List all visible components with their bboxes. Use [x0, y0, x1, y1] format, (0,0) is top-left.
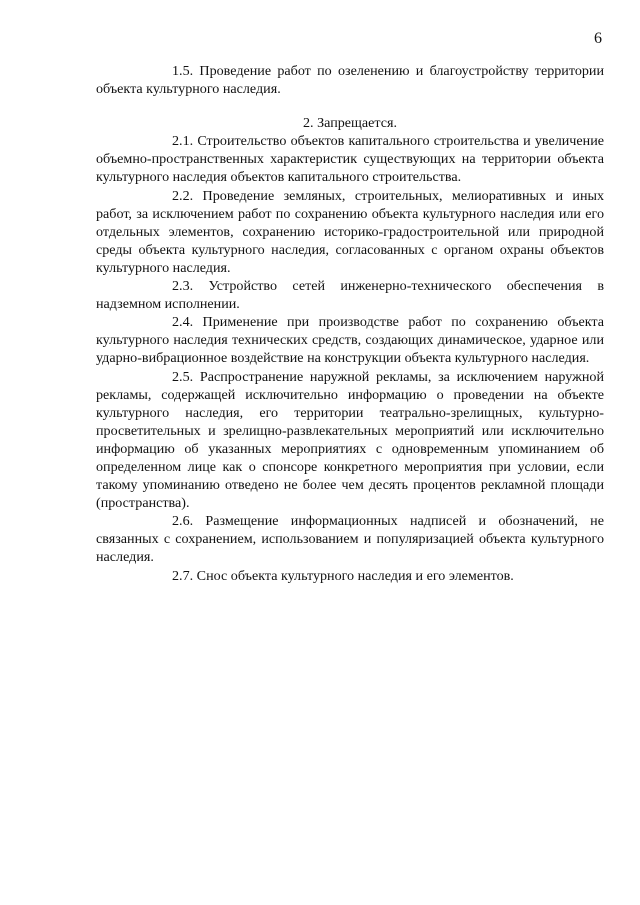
paragraph-number: 2.6.	[172, 513, 194, 530]
paragraph-2-5	[96, 368, 604, 513]
paragraph-text: Применение при производстве работ по сохранению объекта культурного наследия технических средств, создающих динамическое, ударное или ударно-вибрационное воздействие на конструкции объекта культурного наследия.	[96, 314, 604, 367]
paragraph-number: 2.7.	[172, 567, 194, 584]
paragraph-number: 1.5.	[172, 63, 194, 79]
paragraph-2-2	[96, 187, 604, 277]
paragraph-2-1	[96, 132, 604, 186]
page-number: 6	[594, 30, 602, 47]
paragraph-number: 2.2.	[172, 187, 194, 204]
paragraph-text: Распространение наружной рекламы, за исключением наружной рекламы, содержащей исключительно информацию о проведении на объекте культурного наследия, его территории театрально-зрелищных, культурно-просветительных и зрелищно-развлекательных мероприятий или исключительно информацию об указанных мероприятиях с одновременным упоминанием об определенном лице как о спонсоре конкретного мероприятия при условии, если такому упоминанию отведено не более чем десять процентов рекламной площади (пространства).	[96, 368, 604, 512]
paragraph-2-3	[96, 277, 604, 313]
paragraph-number: 2.1.	[172, 133, 194, 150]
paragraph-text: Проведение земляных, строительных, мелиоративных и иных работ, за исключением работ по сохранению объекта культурного наследия или его отдельных элементов, сохранению историко-градостроительной или природной среды объекта культурного наследия, согласованных с органом охраны объектов культурного наследия.	[96, 187, 605, 276]
paragraph-2-7	[96, 567, 604, 585]
paragraph-number: 2.5.	[172, 368, 194, 385]
section-heading: 2. Запрещается.	[302, 115, 398, 132]
paragraph-text: Проведение работ по озеленению и благоустройству территории объекта культурного наследия.	[96, 63, 604, 98]
paragraph-text: Снос объекта культурного наследия и его элементов.	[196, 567, 514, 584]
paragraph-number: 2.4.	[172, 314, 194, 331]
paragraph-2-6	[96, 512, 604, 566]
paragraph-text: Строительство объектов капитального строительства и увеличение объемно-пространственных характеристик существующих на территории объекта культурного наследия объектов капитального строительства.	[96, 133, 604, 186]
paragraph-text: Устройство сетей инженерно-технического обеспечения в надземном исполнении.	[96, 278, 604, 313]
document-body	[96, 62, 604, 585]
paragraph-1-5	[96, 62, 604, 98]
paragraph-2-4	[96, 313, 604, 367]
paragraph-number: 2.3.	[172, 278, 194, 295]
paragraph-text: Размещение информационных надписей и обозначений, не связанных с сохранением, использованием и популяризацией объекта культурного наследия.	[96, 513, 604, 566]
